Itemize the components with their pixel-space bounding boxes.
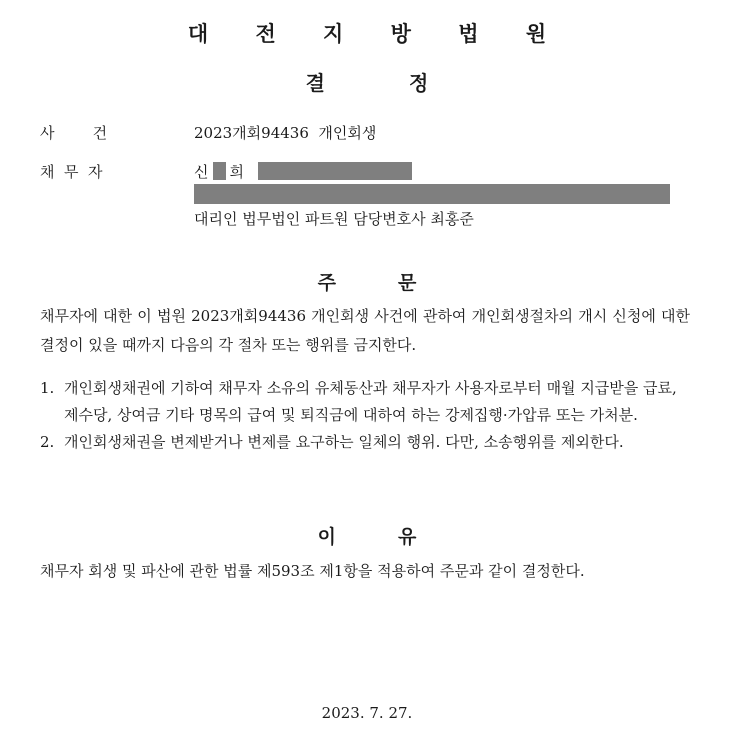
- order-item-number: 2.: [40, 433, 55, 451]
- debtor-name-first: 신: [194, 163, 209, 181]
- debtor-label: 채 무 자: [40, 163, 103, 181]
- order-item-text: 개인회생채권을 변제받거나 변제를 요구하는 일체의 행위. 다만, 소송행위를 제외한다.: [64, 433, 624, 451]
- reason-text: 채무자 회생 및 파산에 관한 법률 제593조 제1항을 적용하여 주문과 같이 결정한다.: [40, 562, 585, 580]
- order-heading: [0, 268, 734, 295]
- redaction-block: [213, 162, 226, 180]
- order-item-text: 개인회생채권에 기하여 채무자 소유의 유체동산과 채무자가 사용자로부터 매월 지급받을 급료, 제수당, 상여금 기타 명목의 급여 및 퇴직금에 대하여 하는 강제집행·가압류 또는 가처분.: [64, 379, 677, 424]
- reason-heading-left: 이: [317, 526, 336, 548]
- order-heading-left: 주: [317, 272, 336, 294]
- case-number: 2023개회94436 개인회생: [194, 124, 377, 142]
- decision-date: 2023. 7. 27.: [321, 704, 413, 722]
- debtor-name-second: 희: [229, 163, 244, 181]
- order-intro: 채무자에 대한 이 법원 2023개회94436 개인회생 사건에 관하여 개인회생절차의 개시 신청에 대한 결정이 있을 때까지 다음의 각 절차 또는 행위를 금지한다.: [40, 307, 690, 354]
- reason-heading: [0, 522, 734, 549]
- document-type-title: [0, 67, 734, 96]
- debtor-agent: 대리인 법무법인 파트원 담당변호사 최홍준: [194, 210, 474, 228]
- order-item: [40, 375, 680, 429]
- case-label: 사 건: [40, 124, 108, 142]
- redacted-address: [194, 184, 670, 204]
- order-heading-right: 문: [398, 272, 417, 294]
- redaction-block: [258, 162, 412, 180]
- reason-heading-right: 유: [398, 526, 417, 548]
- order-item-number: 1.: [40, 379, 55, 397]
- document-type-left: 결: [305, 71, 325, 95]
- court-name: 대 전 지 방 법 원: [187, 22, 567, 46]
- order-item: [40, 429, 680, 456]
- debtor-name: [194, 161, 412, 182]
- document-type-right: 정: [409, 71, 429, 95]
- order-item-list: [40, 375, 680, 456]
